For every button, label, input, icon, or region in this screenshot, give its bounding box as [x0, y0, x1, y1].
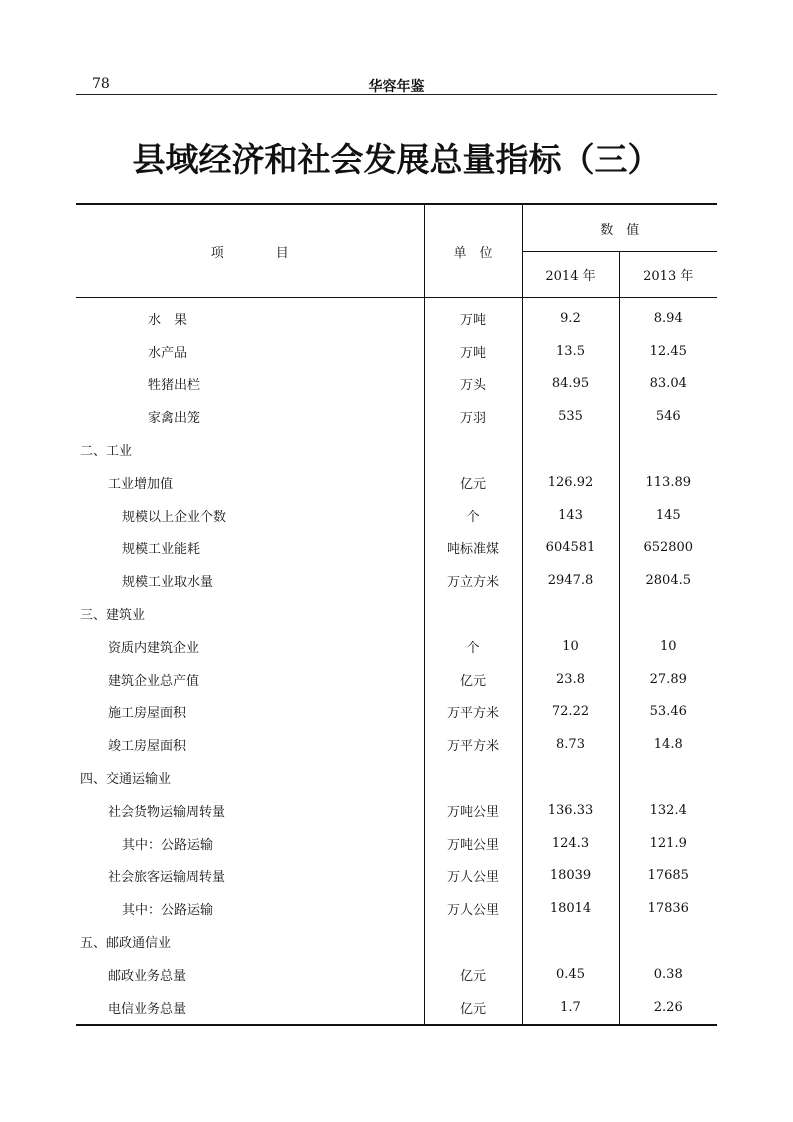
row-item: 规模工业能耗 [122, 542, 201, 558]
row-item: 电信业务总量 [76, 991, 424, 1025]
row-value-2013 [619, 597, 717, 630]
row-unit: 亿元 [424, 991, 522, 1025]
row-value-2013: 145 [619, 499, 717, 532]
row-value-2014: 8.73 [522, 728, 619, 761]
row-item: 水 果 [148, 312, 188, 328]
row-item: 资质内建筑企业 [108, 640, 200, 656]
row-item: 规模以上企业个数 [122, 509, 227, 525]
row-item: 家禽出笼 [148, 411, 201, 427]
row-value-2014 [522, 761, 619, 794]
row-value-2014: 136.33 [522, 794, 619, 827]
row-value-2014: 126.92 [522, 466, 619, 499]
row-value-2013: 14.8 [619, 728, 717, 761]
table-row [76, 827, 717, 860]
item-column-header: 项 目 [76, 204, 424, 298]
row-value-2014 [522, 597, 619, 630]
table-row [76, 728, 717, 761]
table-row [76, 892, 717, 925]
row-value-2013 [619, 761, 717, 794]
row-value-2014: 1.7 [522, 991, 619, 1025]
indicator-table [76, 203, 717, 1026]
row-item: 邮政业务总量 [108, 968, 187, 984]
table-row [76, 499, 717, 532]
row-item: 其中：公路运输 [122, 903, 214, 919]
row-value-2013: 652800 [619, 532, 717, 565]
section-row [76, 433, 717, 466]
table-row [76, 400, 717, 433]
section-row [76, 761, 717, 794]
section-heading: 五、邮政通信业 [80, 936, 172, 952]
row-value-2013: 17685 [619, 860, 717, 893]
row-unit [424, 925, 522, 958]
row-value-2013: 546 [619, 400, 717, 433]
table-row [76, 794, 717, 827]
row-value-2014: 124.3 [522, 827, 619, 860]
section-heading: 二、工业 [80, 444, 133, 460]
row-value-2014: 9.2 [522, 298, 619, 335]
row-unit: 万人公里 [424, 892, 522, 925]
row-item: 规模工业取水量 [122, 575, 214, 591]
document-title: 县域经济和社会发展总量指标（三） [132, 140, 661, 179]
row-value-2013: 2804.5 [619, 564, 717, 597]
row-unit [424, 433, 522, 466]
row-unit: 万吨公里 [424, 827, 522, 860]
table-row [76, 564, 717, 597]
row-value-2014 [522, 433, 619, 466]
table-row [76, 630, 717, 663]
row-item: 施工房屋面积 [108, 706, 187, 722]
table-row [76, 663, 717, 696]
table-row [76, 860, 717, 893]
table-row [76, 466, 717, 499]
page-number: 78 [92, 76, 110, 92]
row-unit: 万吨 [424, 298, 522, 335]
section-row [76, 925, 717, 958]
table-header [76, 204, 717, 298]
row-value-2014: 84.95 [522, 368, 619, 401]
row-unit: 万平方米 [424, 696, 522, 729]
row-value-2013: 121.9 [619, 827, 717, 860]
row-item: 牲猪出栏 [148, 378, 201, 394]
section-heading: 四、交通运输业 [80, 772, 172, 788]
row-unit: 万立方米 [424, 564, 522, 597]
row-unit: 亿元 [424, 466, 522, 499]
table-row [76, 958, 717, 991]
row-value-2013: 12.45 [619, 335, 717, 368]
row-value-2014: 604581 [522, 532, 619, 565]
table-row [76, 532, 717, 565]
row-value-2014: 0.45 [522, 958, 619, 991]
row-unit: 个 [424, 499, 522, 532]
row-unit [424, 761, 522, 794]
table-row [76, 696, 717, 729]
row-item: 竣工房屋面积 [108, 739, 187, 755]
table-row [76, 368, 717, 401]
row-unit: 个 [424, 630, 522, 663]
section-heading: 三、建筑业 [80, 608, 146, 624]
row-unit: 万平方米 [424, 728, 522, 761]
row-unit: 吨标准煤 [424, 532, 522, 565]
row-value-2014: 72.22 [522, 696, 619, 729]
year-2014-header: 2014 年 [522, 252, 619, 298]
row-value-2014: 2947.8 [522, 564, 619, 597]
row-value-2013: 113.89 [619, 466, 717, 499]
row-value-2014: 143 [522, 499, 619, 532]
row-value-2013: 10 [619, 630, 717, 663]
header-rule [76, 94, 717, 95]
row-value-2014: 13.5 [522, 335, 619, 368]
row-unit: 万吨 [424, 335, 522, 368]
running-head: 华容年鉴 [368, 79, 425, 95]
table-row [76, 991, 717, 1025]
row-item: 其中：公路运输 [122, 837, 214, 853]
table-body [76, 298, 717, 1025]
row-item: 工业增加值 [108, 476, 174, 492]
row-value-2013: 83.04 [619, 368, 717, 401]
row-unit: 亿元 [424, 663, 522, 696]
row-unit: 亿元 [424, 958, 522, 991]
row-value-2013 [619, 925, 717, 958]
row-unit: 万吨公里 [424, 794, 522, 827]
row-unit [424, 597, 522, 630]
row-value-2013: 53.46 [619, 696, 717, 729]
row-unit: 万头 [424, 368, 522, 401]
row-item: 社会旅客运输周转量 [108, 870, 226, 886]
row-value-2013: 132.4 [619, 794, 717, 827]
row-value-2013: 17836 [619, 892, 717, 925]
table-row [76, 298, 717, 335]
row-value-2013: 0.38 [619, 958, 717, 991]
row-item: 水产品 [148, 345, 188, 361]
row-value-2013: 27.89 [619, 663, 717, 696]
row-item: 社会货物运输周转量 [108, 804, 226, 820]
table-row [76, 335, 717, 368]
unit-column-header: 单 位 [424, 204, 522, 298]
row-value-2013: 8.94 [619, 298, 717, 335]
row-value-2014: 10 [522, 630, 619, 663]
row-unit: 万羽 [424, 400, 522, 433]
section-row [76, 597, 717, 630]
row-value-2014: 18014 [522, 892, 619, 925]
value-column-header: 数 值 [522, 204, 717, 252]
row-value-2013: 2.26 [619, 991, 717, 1025]
row-value-2013 [619, 433, 717, 466]
row-unit: 万人公里 [424, 860, 522, 893]
row-value-2014 [522, 925, 619, 958]
row-value-2014: 18039 [522, 860, 619, 893]
row-value-2014: 535 [522, 400, 619, 433]
row-item: 建筑企业总产值 [108, 673, 200, 689]
year-2013-header: 2013 年 [619, 252, 717, 298]
row-value-2014: 23.8 [522, 663, 619, 696]
